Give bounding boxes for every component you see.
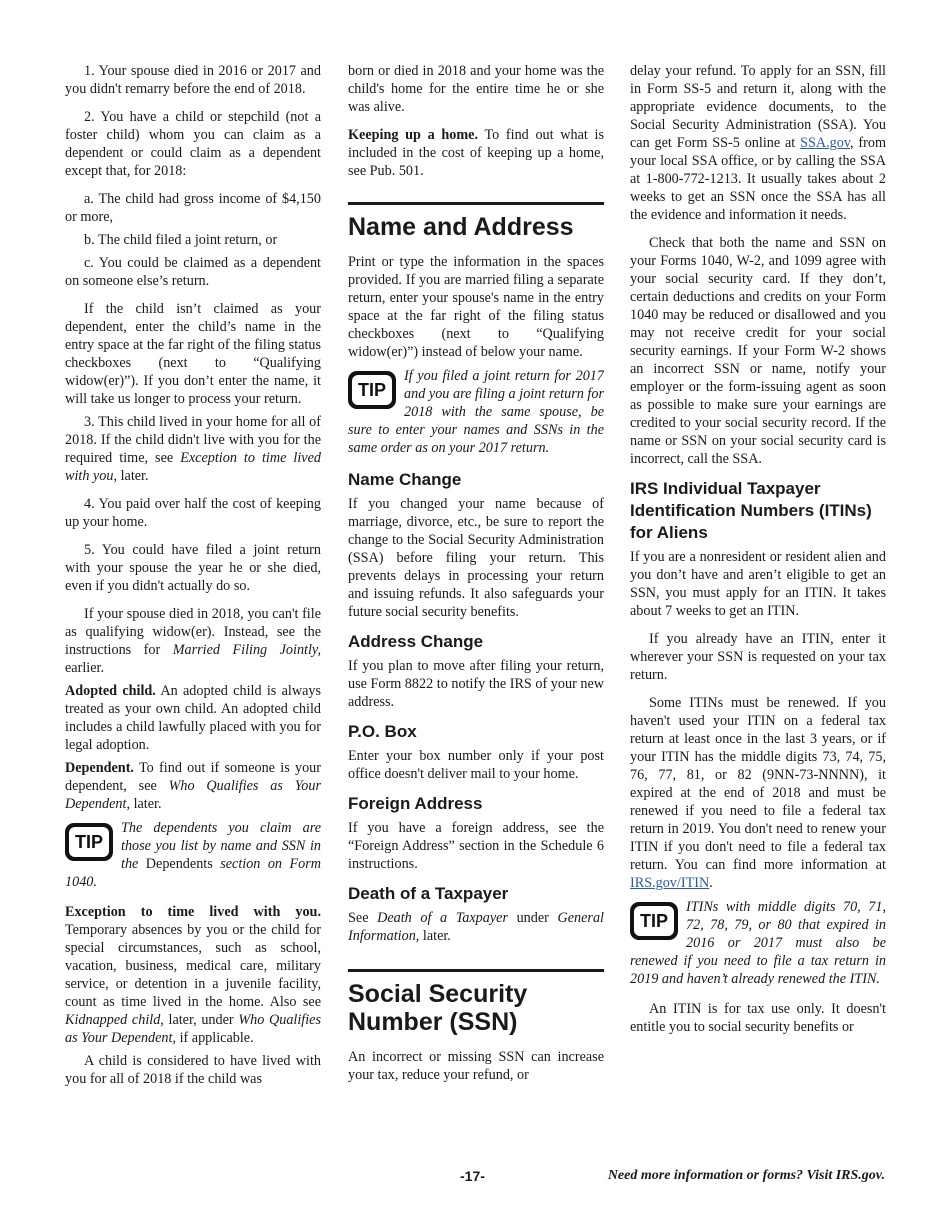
link-irs-gov-itin[interactable]: IRS.gov/ITIN [630, 875, 710, 891]
list-item-3 [65, 413, 321, 485]
paragraph-itin-renew [630, 694, 886, 892]
dependent-heading: Dependent. [65, 760, 134, 776]
paragraph-death-of-taxpayer [348, 909, 604, 945]
heading-name-and-address: Name and Address [348, 202, 604, 241]
spouse-died-text: If your spouse died in 2018, you can't file as qualifying widow(er). Instead, see the instructions for [65, 606, 321, 658]
heading-po-box: P.O. Box [348, 722, 417, 741]
dependent-text: To find out if someone is your dependent, see [65, 760, 321, 794]
paragraph-ssn: An incorrect or missing SSN can increase your tax, reduce your refund, or [348, 1049, 604, 1083]
list-item-3-text: 3. This child lived in your home for all of 2018. If the child didn't live with you for the required time, see [65, 414, 321, 466]
itin-renew-end: . [709, 875, 713, 891]
death-mid: under [507, 910, 558, 926]
paragraph-child-lived: A child is considered to have lived with you for all of 2018 if the child was [65, 1053, 321, 1087]
list-item-b: b. The child filed a joint return, or [84, 232, 278, 248]
adopted-child-text: An adopted child is always treated as your own child. An adopted child includes a child lawfully placed with you for legal adoption. [65, 683, 321, 753]
paragraph-itin: If you are a nonresident or resident alien and you don’t have and aren’t eligible to get an SSN, you must apply for an ITIN. It takes about 7 weeks to get an ITIN. [630, 549, 886, 619]
paragraph-foreign-address: If you have a foreign address, see the “Foreign Address” section in the Schedule 6 instructions. [348, 820, 604, 872]
heading-foreign-address: Foreign Address [348, 794, 483, 813]
ref-who-qualifies: Who Qualifies as Your Dependent [65, 778, 322, 812]
heading-address-change: Address Change [348, 632, 484, 651]
paragraph-itin-tax-use: An ITIN is for tax use only. It doesn't entitle you to social security benefits or [630, 1001, 886, 1035]
ref-exception-time-lived: Exception to time lived with you [65, 450, 321, 484]
ref-general-information: General Information, [348, 910, 604, 944]
tip-joint-return [348, 367, 604, 457]
heading-itin: IRS Individual Taxpayer Identification Numbers (ITINs) for Aliens [630, 479, 872, 542]
tip-icon-label: TIP [352, 375, 392, 405]
exception-text: Temporary absences by you or the child for special circumstances, such as school, vacation, business, medical care, military service, or detention in a juvenile facility, count as time lived in the home. Also see [65, 922, 321, 1010]
paragraph-keeping-up-home [348, 126, 604, 180]
list-item-a: a. The child had gross income of $4,150 or more, [65, 191, 321, 225]
list-item-5: 5. You could have filed a joint return with your spouse the year he or she died, even if you didn't actually do so. [65, 542, 321, 594]
tip-icon [630, 902, 678, 940]
link-ssa-gov[interactable]: SSA.gov [800, 135, 851, 151]
exception-mid: , later, under [160, 1012, 239, 1028]
tip-icon-label: TIP [634, 906, 674, 936]
paragraph-ssn-continued [630, 62, 886, 224]
keeping-up-home-heading: Keeping up a home. [348, 127, 479, 143]
list-item-3-end: , later. [113, 468, 149, 484]
tip-itin-renew [630, 898, 886, 988]
tip-itin-renew-text: ITINs with middle digits 70, 71, 72, 78, 79, or 80 that expired in 2016 or 2017 must also be renewed if you need to file a tax return in 2019 and haven’t already renewed the ITIN. [630, 899, 886, 987]
tip-dependents-text-c: section on Form 1040. [65, 856, 321, 890]
itin-renew-text: Some ITINs must be renewed. If you haven't used your ITIN on a federal tax return at least once in the last 3 years, or if your ITIN has the middle digits 73, 74, 75, 76, 77, 81, or 82 (9NN-73-NNNN), it expired at the end of 2018 and must be renewed if you need to file a federal tax return in 2019. You don't need to renew your ITIN if you don't need to file a federal tax return. You can find more information at [630, 695, 886, 873]
paragraph-name-change: If you changed your name because of marriage, divorce, etc., be sure to report the change to the Social Security Administration (SSA) before filing your return. This prevents delays in processing your return and issuing refunds. It also safeguards your future social security benefits. [348, 496, 604, 620]
page-footer [0, 1168, 950, 1188]
paragraph-dependent [65, 759, 321, 813]
dependent-end: , later. [126, 796, 162, 812]
ref-death-of-taxpayer: Death of a Taxpayer [377, 910, 508, 926]
paragraph-continued: born or died in 2018 and your home was the child's home for the entire time he or she was alive. [348, 63, 604, 115]
heading-ssn: Social Security Number (SSN) [348, 969, 604, 1036]
list-item-1: 1. Your spouse died in 2016 or 2017 and you didn't remarry before the end of 2018. [65, 63, 321, 97]
tip-dependents-text-a: The dependents you claim are those you list by name and SSN in the [121, 820, 321, 872]
adopted-child-heading: Adopted child. [65, 683, 156, 699]
heading-name-change: Name Change [348, 470, 462, 489]
ref-kidnapped-child: Kidnapped child [65, 1012, 161, 1028]
paragraph-spouse-died [65, 605, 321, 677]
paragraph-itin-already-have: If you already have an ITIN, enter it wherever your SSN is requested on your tax return. [630, 631, 886, 683]
heading-death-of-taxpayer: Death of a Taxpayer [348, 884, 509, 903]
ssn-continued-text: delay your refund. To apply for an SSN, fill in Form SS-5 and return it, along with the appropriate evidence documents, to the Social Security Administration (SSA). You can get Form SS-5 online at [630, 63, 886, 151]
list-item-4: 4. You paid over half the cost of keeping up your home. [65, 496, 321, 530]
tip-dependents-section-name: Dependents [145, 856, 213, 872]
tip-icon [65, 823, 113, 861]
tip-icon-label: TIP [69, 827, 109, 857]
death-text: See [348, 910, 378, 926]
exception-heading: Exception to time lived with you. [65, 904, 321, 920]
column-left [65, 62, 321, 1093]
ssn-continued-end: , from your local SSA office, or by calling the SSA at 1-800-772-1213. It usually takes about 2 weeks to get an SSN once the SSA has all the evidence and information it needs. [630, 135, 886, 223]
tip-dependents [65, 819, 321, 891]
death-end: later. [419, 928, 451, 944]
keeping-up-home-text: To find out what is included in the cost of keeping up a home, see Pub. 501. [348, 127, 604, 179]
paragraph-check-name-ssn: Check that both the name and SSN on your Forms 1040, W-2, and 1099 agree with your social security card. If they don’t, certain deductions and credits on your Form 1040 may be reduced or disallowed and you may not receive credit for your social security earnings. If your Form W-2 shows an incorrect SSN or name, notify your employer or the form-issuing agent as soon as possible to make sure your earnings are credited to your social security record. If the name or SSN on your social security card is incorrect, call the SSA. [630, 235, 886, 467]
tip-icon [348, 371, 396, 409]
list-item-c: c. You could be claimed as a dependent on someone else’s return. [65, 255, 321, 289]
paragraph-exception-time-lived [65, 903, 321, 1047]
column-middle [348, 62, 604, 1089]
column-right [630, 62, 886, 1041]
footer-note: Need more information or forms? Visit IRS.gov. [607, 1168, 885, 1183]
tip-joint-return-text: If you filed a joint return for 2017 and you are filing a joint return for 2018 with the same spouse, be sure to enter your names and SSNs in the same order as on your 2017 return. [348, 368, 604, 456]
ref-married-filing-jointly: Married Filing Jointly, [172, 642, 321, 658]
list-item-2: 2. You have a child or stepchild (not a foster child) whom you can claim as a dependent or could claim as a dependent except that, for 2018: [65, 109, 321, 179]
paragraph-child-not-claimed: If the child isn’t claimed as your dependent, enter the child’s name in the entry space at the far right of the filing status checkboxes (next to “Qualifying widow(er)”). If you don’t enter the name, it will take us longer to process your return. [65, 301, 321, 407]
page-number: -17- [460, 1168, 485, 1184]
paragraph-address-change: If you plan to move after filing your return, use Form 8822 to notify the IRS of your new address. [348, 658, 604, 710]
ref-who-qualifies-2: Who Qualifies as Your Dependent [65, 1012, 321, 1046]
spouse-died-end: earlier. [65, 660, 104, 676]
paragraph-name-and-address: Print or type the information in the spaces provided. If you are married filing a separate return, enter your spouse's name in the entry space at the far right of the filing status checkboxes (next to “Qualifying widow(er)”) instead of below your name. [348, 254, 604, 360]
exception-end: , if applicable. [172, 1030, 254, 1046]
paragraph-po-box: Enter your box number only if your post office doesn't deliver mail to your home. [348, 748, 604, 782]
paragraph-adopted-child [65, 682, 321, 754]
